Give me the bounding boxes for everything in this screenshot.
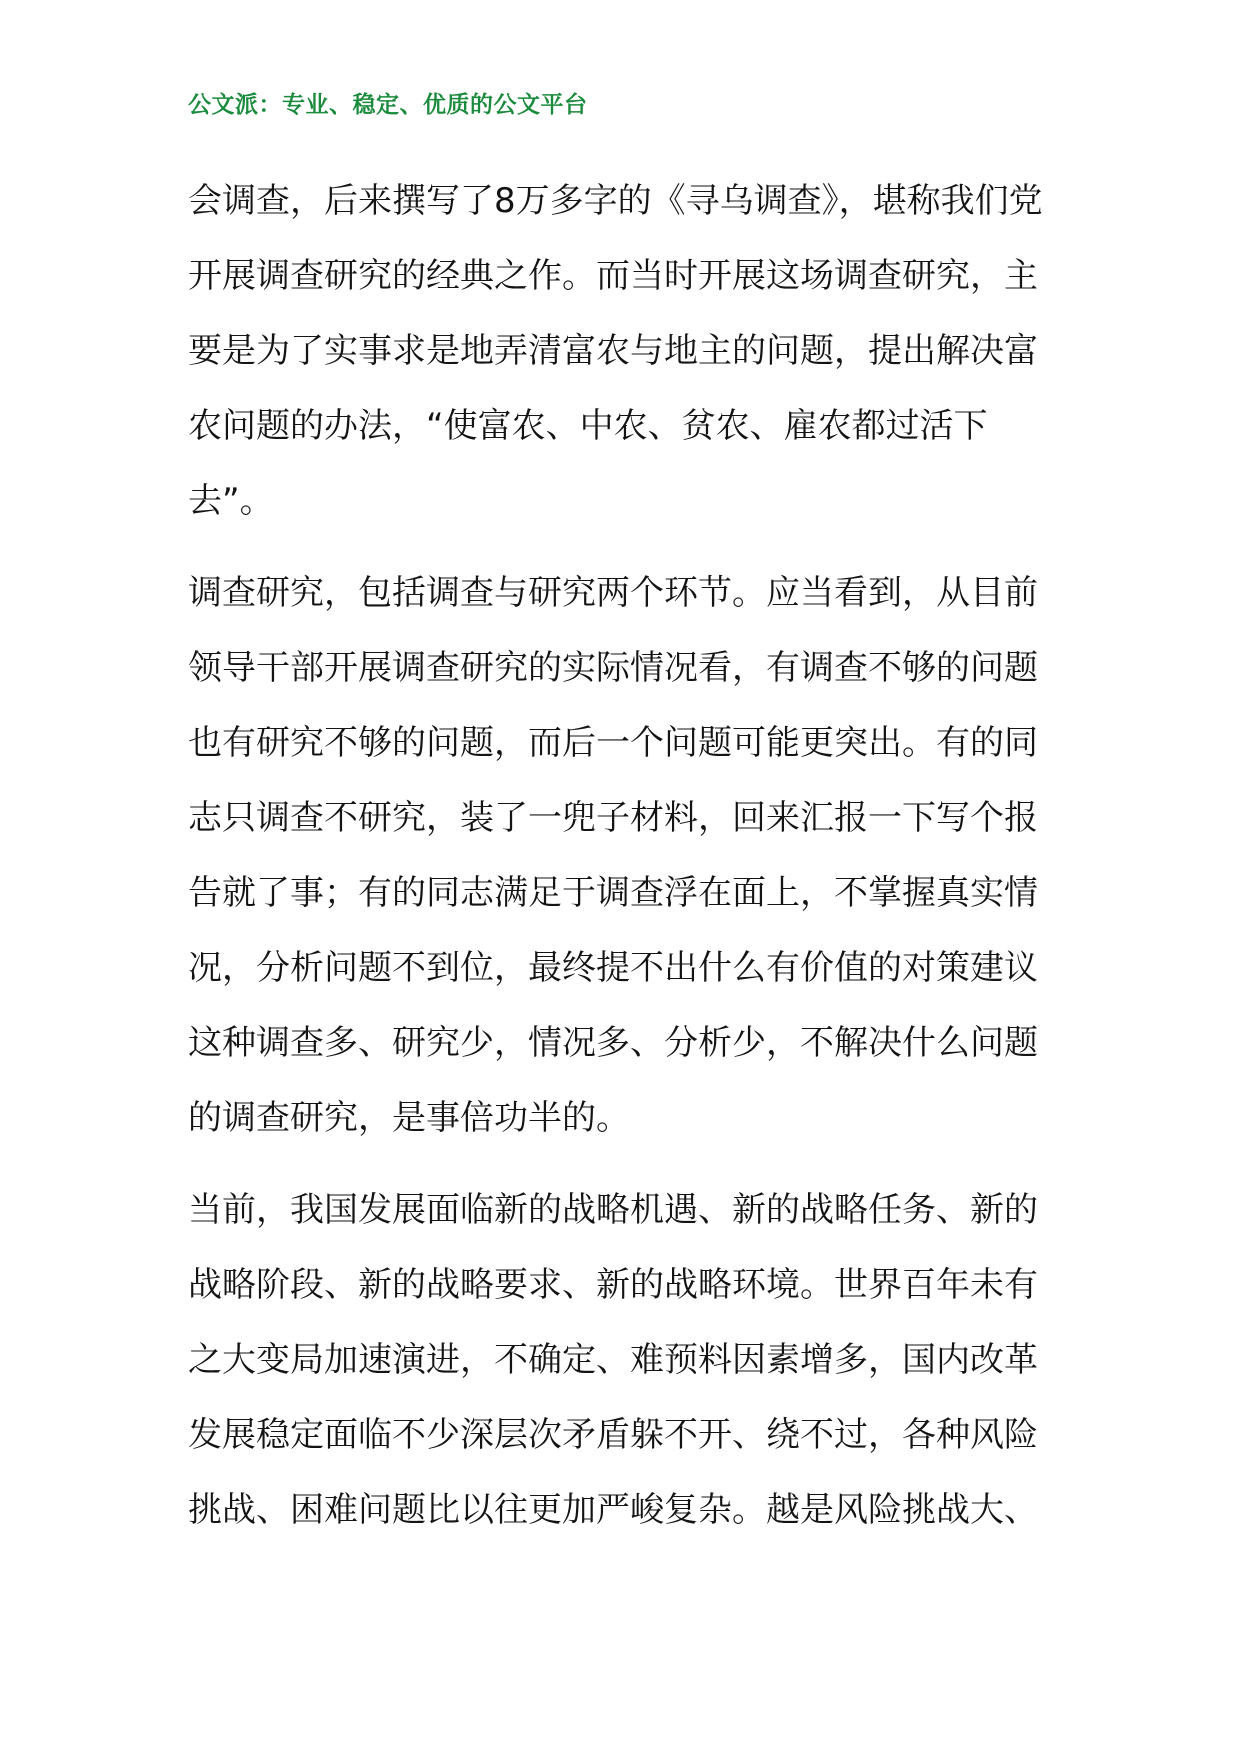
text-line: 农问题的办法，“使富农、中农、贫农、雇农都过活下 [188, 406, 988, 446]
document-body [188, 164, 1058, 1548]
text-line: 去”。 [188, 481, 274, 521]
text-line: 告就了事；有的同志满足于调查浮在面上，不掌握真实情 [188, 873, 1038, 913]
text-line: 调查研究，包括调查与研究两个环节。应当看到，从目前 [188, 573, 1038, 613]
text-line: 况，分析问题不到位，最终提不出什么有价值的对策建议 [188, 948, 1038, 988]
text-line: 当前，我国发展面临新的战略机遇、新的战略任务、新的 [188, 1190, 1038, 1230]
text-line: 志只调查不研究，装了一兜子材料，回来汇报一下写个报 [188, 798, 1038, 838]
paragraph [188, 1173, 1058, 1548]
text-line: 也有研究不够的问题，而后一个问题可能更突出。有的同 [188, 723, 1038, 763]
text-line: 发展稳定面临不少深层次矛盾躲不开、绕不过，各种风险 [188, 1415, 1038, 1455]
text-line: 挑战、困难问题比以往更加严峻复杂。越是风险挑战大、 [188, 1490, 1038, 1530]
paragraph [188, 556, 1058, 1156]
text-line: 的调查研究，是事倍功半的。 [188, 1098, 630, 1138]
paragraph-gap [188, 539, 1058, 556]
text-line: 要是为了实事求是地弄清富农与地主的问题，提出解决富 [188, 331, 1038, 371]
text-line: 会调查，后来撰写了8万多字的《寻乌调查》，堪称我们党 [188, 181, 1043, 221]
paragraph-gap [188, 1156, 1058, 1173]
text-line: 领导干部开展调查研究的实际情况看，有调查不够的问题 [188, 648, 1038, 688]
text-line: 开展调查研究的经典之作。而当时开展这场调查研究，主 [188, 256, 1038, 296]
paragraph [188, 164, 1058, 539]
text-line: 战略阶段、新的战略要求、新的战略环境。世界百年未有 [188, 1265, 1038, 1305]
header-title: 公文派：专业、稳定、优质的公文平台 [188, 91, 588, 118]
text-line: 这种调查多、研究少，情况多、分析少，不解决什么问题 [188, 1023, 1038, 1063]
text-line: 之大变局加速演进，不确定、难预料因素增多，国内改革 [188, 1340, 1038, 1380]
